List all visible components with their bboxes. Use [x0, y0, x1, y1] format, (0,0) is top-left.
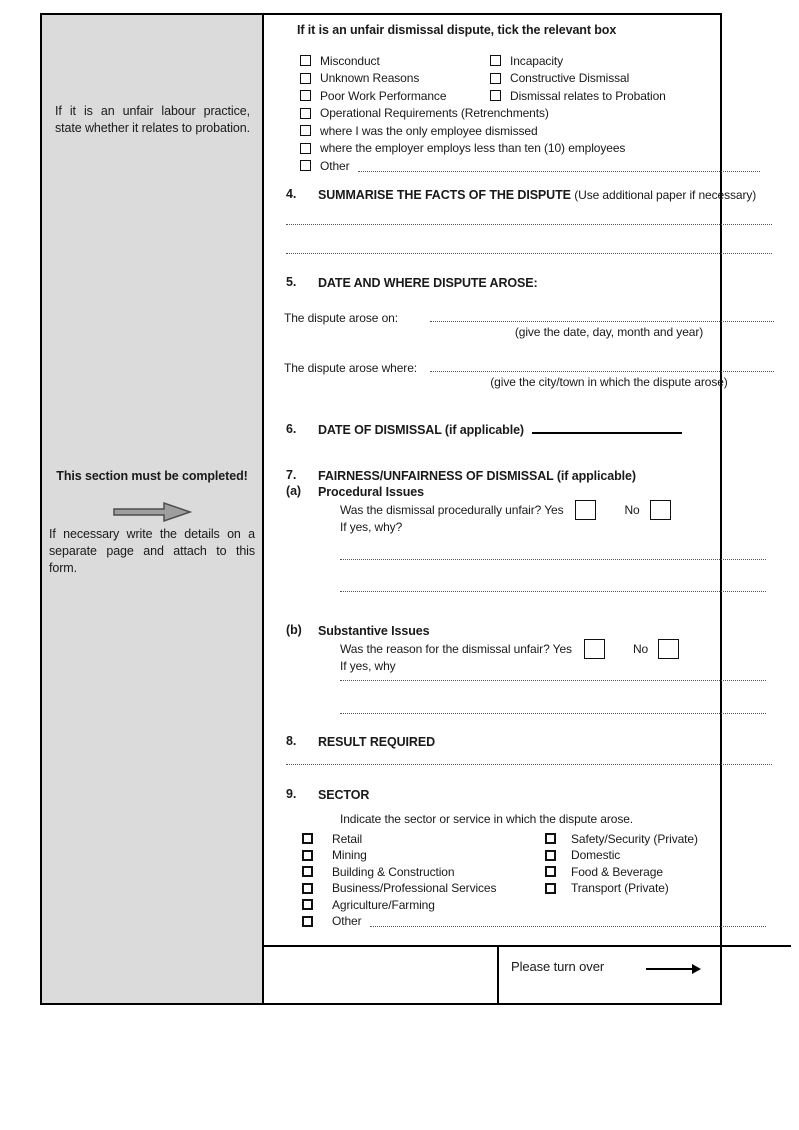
checkbox-food-beverage[interactable]	[545, 866, 556, 877]
option-label: Dismissal relates to Probation	[510, 88, 666, 103]
turn-over-label: Please turn over	[511, 959, 605, 974]
procedural-yes-checkbox[interactable]	[575, 500, 596, 520]
checkbox-less-than-ten-employees[interactable]	[300, 143, 311, 154]
sidebar-note-probation: If it is an unfair labour practice, state whether it relates to probation.	[55, 104, 250, 135]
arrow-right-icon	[42, 499, 262, 528]
list-item	[302, 913, 774, 930]
option-label: Incapacity	[510, 53, 564, 68]
list-item	[302, 847, 774, 864]
subsection-title: Procedural Issues	[318, 484, 424, 499]
section-4	[284, 187, 774, 203]
procedural-answer-line-2[interactable]	[340, 591, 766, 592]
date-of-dismissal-line[interactable]	[532, 432, 682, 434]
dismissal-options	[284, 52, 774, 175]
option-label: Building & Construction	[332, 864, 455, 879]
checkbox-operational-requirements[interactable]	[300, 108, 311, 119]
checkbox-building-construction[interactable]	[302, 866, 313, 877]
section-7b	[284, 623, 774, 639]
list-item	[300, 105, 774, 123]
subsection-label: (a)	[286, 483, 301, 498]
list-item	[302, 831, 774, 848]
sector-options	[284, 831, 774, 930]
option-label: Domestic	[571, 848, 621, 863]
question-text: Was the dismissal procedurally unfair? Yes	[340, 502, 564, 517]
sidebar	[42, 15, 264, 1003]
section-note: (Use additional paper if necessary)	[574, 187, 757, 202]
section-title: DATE OF DISMISSAL (if applicable)	[318, 422, 524, 437]
section-number: 7.	[286, 467, 297, 482]
list-item	[302, 897, 774, 914]
substantive-answer-line-2[interactable]	[340, 713, 766, 714]
checkbox-dismissal-probation[interactable]	[490, 90, 501, 101]
checkbox-domestic[interactable]	[545, 850, 556, 861]
option-label: Business/Professional Services	[332, 881, 497, 896]
form-content	[264, 15, 791, 945]
list-item	[300, 87, 774, 105]
list-item	[300, 157, 774, 175]
section-6	[284, 422, 774, 438]
section-8	[284, 734, 774, 750]
option-label: Poor Work Performance	[320, 88, 447, 103]
field-hint: (give the city/town in which the dispute arose)	[490, 374, 728, 389]
option-label: where I was the only employee dismissed	[320, 123, 538, 138]
option-label: Agriculture/Farming	[332, 897, 435, 912]
section-number: 8.	[286, 733, 297, 748]
substantive-yes-checkbox[interactable]	[584, 639, 605, 659]
sidebar-note-separate-page: If necessary write the details on a separate page and attach to this form.	[49, 527, 255, 575]
facts-answer-line-1[interactable]	[286, 224, 772, 225]
checkbox-retail[interactable]	[302, 833, 313, 844]
section-7a	[284, 484, 774, 500]
result-required-line[interactable]	[286, 764, 772, 765]
field-label: The dispute arose where:	[284, 360, 418, 375]
checkbox-incapacity[interactable]	[490, 55, 501, 66]
option-label: Constructive Dismissal	[510, 71, 630, 86]
sidebar-note-must-complete: This section must be completed!	[56, 469, 248, 483]
section-title: FAIRNESS/UNFAIRNESS OF DISMISSAL (if applicable)	[318, 468, 636, 483]
substantive-answer-line-1[interactable]	[340, 680, 766, 681]
option-label: Misconduct	[320, 53, 380, 68]
dispute-arose-where-row	[284, 357, 774, 375]
sector-instruction: Indicate the sector or service in which the dispute arose.	[340, 811, 634, 826]
procedural-answer-line-1[interactable]	[340, 559, 766, 560]
list-item	[302, 864, 774, 881]
checkbox-safety-security[interactable]	[545, 833, 556, 844]
question-text: Was the reason for the dismissal unfair? Yes	[340, 641, 572, 656]
checkbox-business-professional[interactable]	[302, 883, 313, 894]
list-item	[300, 70, 774, 88]
section-number: 6.	[286, 421, 297, 436]
checkbox-mining[interactable]	[302, 850, 313, 861]
followup-text: If yes, why?	[340, 519, 403, 534]
section-title: DATE AND WHERE DISPUTE AROSE:	[318, 275, 538, 290]
option-label: Unknown Reasons	[320, 71, 420, 86]
checkbox-other-sector[interactable]	[302, 916, 313, 927]
checkbox-agriculture-farming[interactable]	[302, 899, 313, 910]
section-5	[284, 275, 774, 291]
section-number: 9.	[286, 786, 297, 801]
procedural-no-checkbox[interactable]	[650, 500, 671, 520]
dispute-arose-where-line[interactable]	[430, 371, 774, 372]
subsection-title: Substantive Issues	[318, 623, 430, 638]
dismissal-box-title: If it is an unfair dismissal dispute, tick the relevant box	[297, 23, 617, 37]
list-item	[300, 52, 774, 70]
option-label: Operational Requirements (Retrenchments)	[320, 106, 549, 121]
section-7	[284, 468, 774, 484]
substantive-question-row	[340, 639, 774, 659]
option-label: Food & Beverage	[571, 864, 663, 879]
list-item	[302, 880, 774, 897]
option-label: Transport (Private)	[571, 881, 669, 896]
checkbox-other-dismissal[interactable]	[300, 160, 311, 171]
option-label: Retail	[332, 831, 363, 846]
substantive-no-checkbox[interactable]	[658, 639, 679, 659]
turn-over-cell	[497, 947, 791, 1003]
checkbox-constructive-dismissal[interactable]	[490, 73, 501, 84]
followup-text: If yes, why	[340, 658, 396, 673]
checkbox-misconduct[interactable]	[300, 55, 311, 66]
option-label: Other	[320, 158, 350, 173]
section-number: 4.	[286, 186, 297, 201]
checkbox-poor-work-performance[interactable]	[300, 90, 311, 101]
section-title: SUMMARISE THE FACTS OF THE DISPUTE	[318, 187, 571, 202]
checkbox-only-employee-dismissed[interactable]	[300, 125, 311, 136]
dispute-form	[40, 13, 757, 1005]
footer-row	[264, 945, 791, 1003]
dispute-arose-on-row	[284, 307, 774, 325]
list-item	[300, 140, 774, 158]
other-sector-line[interactable]	[370, 926, 766, 927]
section-title: SECTOR	[318, 787, 370, 802]
other-dismissal-line[interactable]	[358, 171, 760, 172]
section-title: RESULT REQUIRED	[318, 734, 436, 749]
dispute-arose-on-line[interactable]	[430, 321, 774, 322]
facts-answer-line-2[interactable]	[286, 253, 772, 254]
option-label: Safety/Security (Private)	[571, 831, 698, 846]
checkbox-transport[interactable]	[545, 883, 556, 894]
list-item	[300, 122, 774, 140]
footer-empty-cell	[264, 947, 497, 1003]
subsection-label: (b)	[286, 622, 302, 637]
form-main-panel	[264, 15, 791, 1003]
no-label: No	[624, 502, 640, 517]
no-label: No	[632, 641, 649, 656]
option-label: Other	[332, 914, 362, 929]
section-number: 5.	[286, 274, 297, 289]
turn-over-arrow-icon	[646, 964, 701, 974]
section-9	[284, 787, 774, 803]
checkbox-unknown-reasons[interactable]	[300, 73, 311, 84]
field-label: The dispute arose on:	[284, 310, 398, 325]
option-label: where the employer employs less than ten (10) employees	[320, 141, 626, 156]
field-hint: (give the date, day, month and year)	[514, 324, 704, 339]
procedural-question-row	[340, 500, 774, 520]
option-label: Mining	[332, 848, 367, 863]
